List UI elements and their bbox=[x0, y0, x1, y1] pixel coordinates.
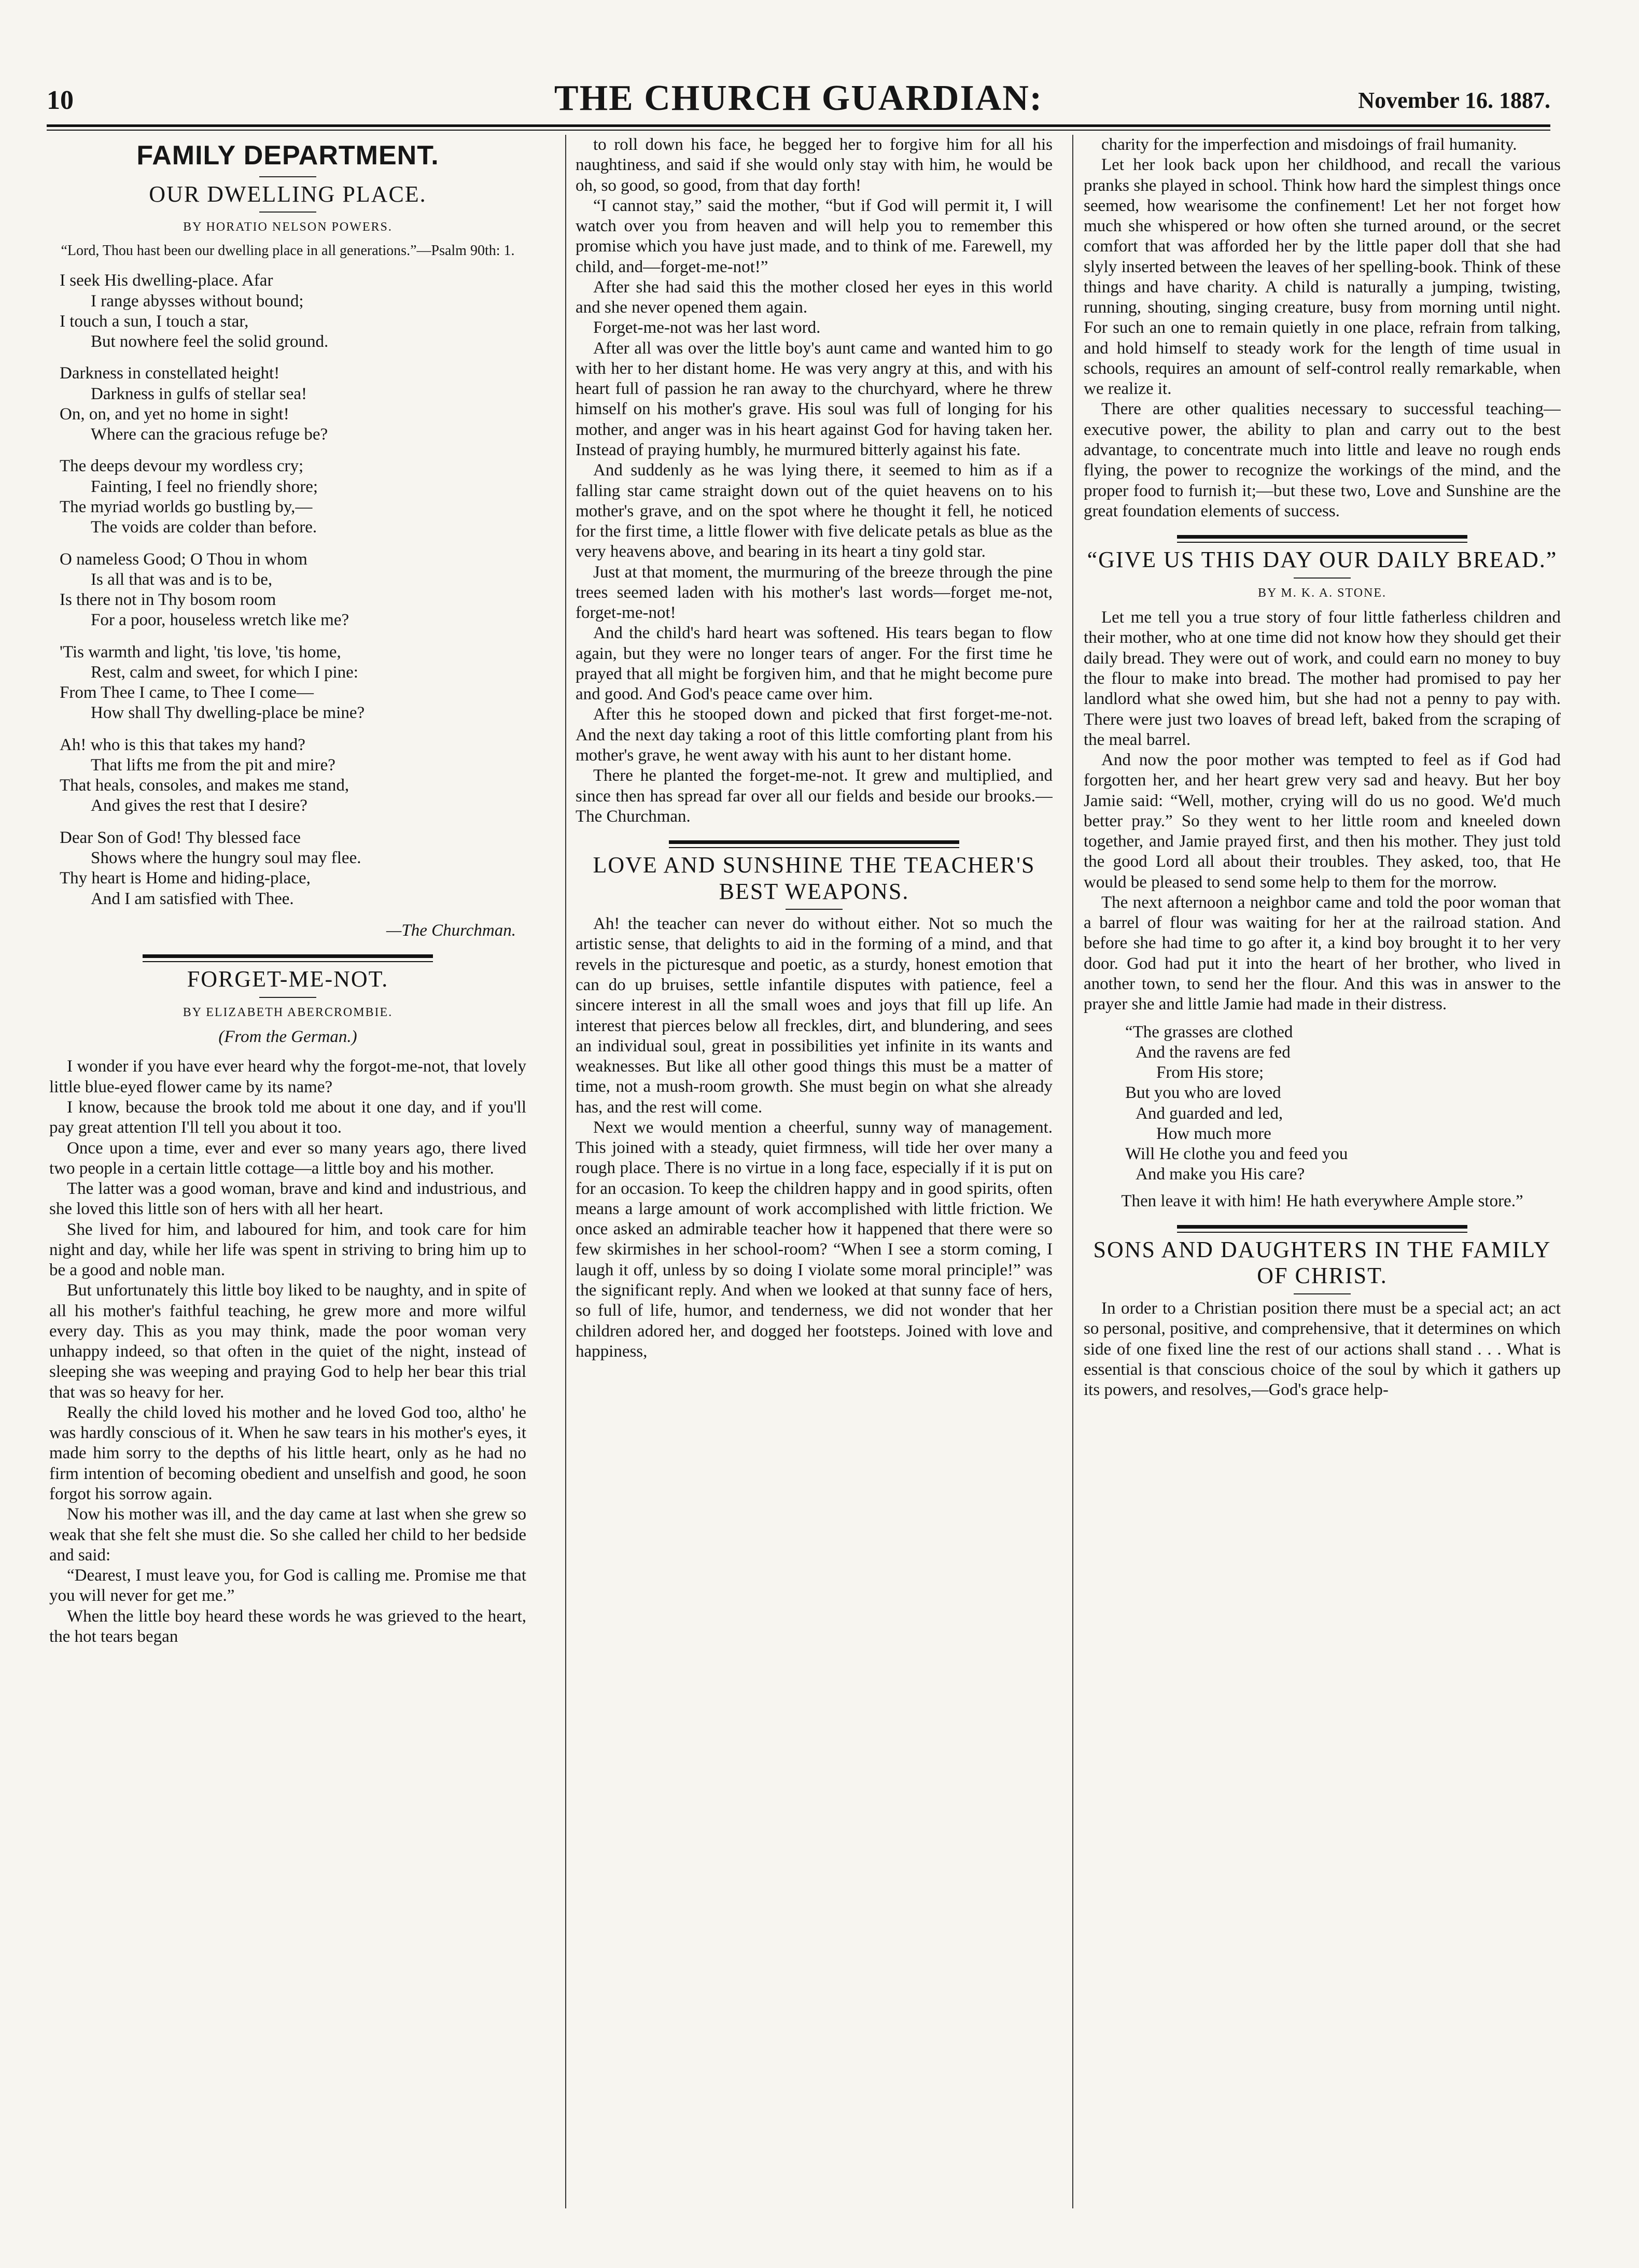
poem-line: Ah! who is this that takes my hand? bbox=[60, 735, 305, 754]
verse-line: And guarded and led, bbox=[1136, 1104, 1283, 1123]
article-byline: BY M. K. A. STONE. bbox=[1257, 586, 1387, 600]
poem-line: Is there not in Thy bosom room bbox=[60, 590, 276, 610]
masthead bbox=[47, 78, 1550, 124]
section-divider bbox=[1177, 535, 1467, 539]
article-paragraph: charity for the imperfection and misdoings of frail humanity. bbox=[1101, 135, 1517, 154]
article-paragraph: I wonder if you have ever heard why the forgot-me-not, that lovely little blue-eyed flower came by its name? bbox=[49, 1057, 526, 1096]
article-paragraph: After all was over the little boy's aunt came and wanted him to go with her to her distant home. He was very angry at this, and with his heart full of passion he ran away to the churchyard, where he threw himself on his mother's grave. His soul was full of longing for his mother, and anger was in his heart against God for having taken her. Instead of praying humbly, he murmured bitterly against his fate. bbox=[576, 339, 1053, 459]
poem-body bbox=[49, 271, 526, 909]
poem-line: I seek His dwelling-place. Afar bbox=[60, 271, 273, 290]
article-paragraph: But unfortunately this little boy liked to be naughty, and in spite of all his mother's faithful teaching, he grew more and more wilful every day. This as you may think, made the poor woman very unhappy indeed, so that often in the quiet of the night, instead of sleeping she was weeping and praying God to help her bear this trial that was so heavy for her. bbox=[49, 1281, 526, 1402]
poem-line: And I am satisfied with Thee. bbox=[91, 889, 294, 908]
poem-line: For a poor, houseless wretch like me? bbox=[91, 611, 349, 630]
article-title: FORGET-ME-NOT. bbox=[187, 966, 389, 992]
column-3 bbox=[1084, 135, 1561, 2208]
page-number: 10 bbox=[47, 86, 74, 115]
article-paragraph: And suddenly as he was lying there, it seemed to him as if a falling star came straight down out of the quiet heavens on to his mother's grave, and on the spot where he thought it fell, he noticed for the first time, a little flower with five delicate petals as blue as the very heavens above, and bearing in its heart a tiny gold star. bbox=[576, 461, 1053, 561]
verse-line: How much more bbox=[1156, 1124, 1271, 1143]
short-rule bbox=[259, 997, 316, 998]
article-paragraph: Let her look back upon her childhood, and recall the various pranks she played in school. Think how hard the simplest things once seemed, how wearisome the confinement! Let her not forget how much she whispered or how often she turned around, or the secret comfort that was afforded her by the little paper doll that she had slyly inserted between the leaves of her spelling-book. Think of these things and have charity. A child is naturally a jumping, twisting, running, shouting, singing creature, busy from morning until night. For such an one to remain quietly in one place, refrain from talking, and hold himself to steady work for the length of time usual in schools, requires an amount of self-control really remarkable, when we realize it. bbox=[1084, 156, 1561, 399]
poem-line: Darkness in gulfs of stellar sea! bbox=[91, 384, 307, 403]
section-divider bbox=[669, 840, 959, 844]
poem-line: The myriad worlds go bustling by,— bbox=[60, 497, 313, 516]
poem-line: Rest, calm and sweet, for which I pine: bbox=[91, 663, 358, 682]
poem-line: Is all that was and is to be, bbox=[91, 570, 273, 589]
poem-title: OUR DWELLING PLACE. bbox=[149, 181, 427, 207]
poem-stanza bbox=[60, 363, 526, 445]
poem-stanza bbox=[60, 271, 526, 352]
short-rule bbox=[259, 176, 316, 177]
poem-line: I range abysses without bound; bbox=[91, 291, 304, 311]
verse-line: And the ravens are fed bbox=[1136, 1043, 1291, 1062]
newspaper-title: THE CHURCH GUARDIAN: bbox=[554, 78, 1043, 118]
article-paragraph: The latter was a good woman, brave and kind and industrious, and she loved this little son of hers with all her heart. bbox=[49, 1179, 526, 1219]
section-divider bbox=[1177, 1225, 1467, 1229]
short-rule bbox=[259, 212, 316, 213]
article-body-continued bbox=[576, 135, 1053, 827]
issue-date: November 16. 1887. bbox=[1358, 88, 1550, 113]
article-paragraph: The next afternoon a neighbor came and told the poor woman that a barrel of flour was waiting for her at the railroad station. And before she had time to go after it, a kind boy brought it to her very door. God had put it into the heart of her brother, who lived in another town, to send her the flour. And this was in answer to the prayer she and little Jamie had made in their distress. bbox=[1084, 893, 1561, 1014]
column-1 bbox=[49, 135, 526, 2208]
verse-line: From His store; bbox=[1156, 1063, 1264, 1082]
article-paragraph: Let me tell you a true story of four little fatherless children and their mother, who at one time did not know how they should get their daily bread. They were out of work, and could earn no money to buy the flour to make into bread. The mother had promised to pay her landlord what she owed him, but she had not a penny to pay with. There were just two loaves of bread left, baked from the scraping of the meal barrel. bbox=[1084, 608, 1561, 749]
article-paragraph: After this he stooped down and picked that first forget-me-not. And the next day taking a root of this little comforting plant from his mother's grave, he went away with his aunt to her distant home. bbox=[576, 705, 1053, 765]
article-byline: BY ELIZABETH ABERCROMBIE. bbox=[183, 1005, 393, 1019]
article-paragraph: I know, because the brook told me about it one day, and if you'll pay great attention I'll tell you about it too. bbox=[49, 1097, 526, 1137]
article-paragraph: to roll down his face, he begged her to forgive him for all his naughtiness, and said if she would only stay with him, he would be oh, so good, so good, from that day forth! bbox=[576, 135, 1053, 195]
poem-line: Thy heart is Home and hiding-place, bbox=[60, 869, 311, 888]
article-title: LOVE AND SUNSHINE THE TEACHER'S BEST WEAPONS. bbox=[593, 852, 1035, 904]
verse-tail: Then leave it with him! He hath everywhere Ample store.” bbox=[1121, 1191, 1523, 1210]
column-2 bbox=[576, 135, 1053, 2208]
article-paragraph: In order to a Christian position there must be a special act; an act so personal, positive, and comprehensive, that it determines on which side of one fixed line the rest of our actions shall stand . . . What is essential is that conscious choice of the soul by which it gathers up its powers, and resolves,—God's grace help- bbox=[1084, 1299, 1561, 1400]
verse-line: But you who are loved bbox=[1125, 1083, 1281, 1103]
poem-line: But nowhere feel the solid ground. bbox=[91, 332, 329, 351]
article-paragraph: After she had said this the mother closed her eyes in this world and she never opened them again. bbox=[576, 277, 1053, 317]
poem-line: Fainting, I feel no friendly shore; bbox=[91, 477, 318, 496]
poem-line: And gives the rest that I desire? bbox=[91, 796, 307, 815]
quoted-verse bbox=[1125, 1022, 1561, 1185]
poem-line: Dear Son of God! Thy blessed face bbox=[60, 828, 301, 847]
verse-line: Will He clothe you and feed you bbox=[1125, 1145, 1348, 1164]
poem-line: I touch a sun, I touch a star, bbox=[60, 312, 249, 331]
article-body bbox=[576, 914, 1053, 1362]
article-paragraph: Forget-me-not was her last word. bbox=[593, 318, 821, 337]
verse-line: “The grasses are clothed bbox=[1125, 1022, 1293, 1041]
masthead-rule-thin bbox=[47, 130, 1550, 131]
poem-source: —The Churchman. bbox=[386, 921, 516, 940]
poem-stanza bbox=[60, 735, 526, 816]
poem-line: O nameless Good; O Thou in whom bbox=[60, 550, 307, 569]
article-paragraph: There are other qualities necessary to successful teaching—executive power, the ability to plan and carry out to the best advantage, to concentrate much into little and leave no rough ends flying, the power to recognize the workings of the mind, and the proper food to furnish it;—but these two, Love and Sunshine are the great foundation elements of success. bbox=[1084, 400, 1561, 520]
poem-line: The deeps devour my wordless cry; bbox=[60, 457, 304, 476]
article-paragraph: Next we would mention a cheerful, sunny way of management. This joined with a steady, quiet firmness, will tide her over many a rough place. There is no virtue in a long face, especially if it is put on for an occasion. To keep the children happy and in good spirits, often means a large amount of work accomplished with little friction. We once asked an admirable teacher how it happened that there were so few skirmishes in her school-room? “When I see a storm coming, I laugh it off, unless by so doing I violate some moral principle!” was the significant reply. And when we looked at that sunny face of hers, so full of life, humor, and tenderness, we did not wonder that her children adored her, and dogged her footsteps. Joined with love and happiness, bbox=[576, 1118, 1053, 1361]
poem-line: Shows where the hungry soul may flee. bbox=[91, 848, 361, 867]
masthead-rule bbox=[47, 124, 1550, 127]
short-rule bbox=[786, 909, 843, 910]
article-body bbox=[49, 1056, 526, 1647]
article-paragraph: And now the poor mother was tempted to feel as if God had forgotten her, and her heart grew very sad and heavy. But her boy Jamie said: “Well, mother, crying will do us no good. We'd much better pray.” So they went to her little room and kneeled down together, and Jamie prayed first, and then his mother. They just told the good Lord all about their troubles. They asked, too, that He would be pleased to send some help to them for the morrow. bbox=[1084, 751, 1561, 892]
poem-line: How shall Thy dwelling-place be mine? bbox=[91, 703, 365, 723]
article-title: SONS AND DAUGHTERS IN THE FAMILY OF CHRIST. bbox=[1093, 1236, 1551, 1289]
article-paragraph: Really the child loved his mother and he loved God too, altho' he was hardly conscious of it. When he saw tears in his mother's eyes, it made him sorry to the depths of his little heart, only as he had no firm intention of becoming obedient and unselfish and good, he soon forgot his sorrow again. bbox=[49, 1403, 526, 1504]
department-heading: FAMILY DEPARTMENT. bbox=[136, 140, 439, 171]
article-paragraph: When the little boy heard these words he was grieved to the heart, the hot tears began bbox=[49, 1607, 526, 1646]
short-rule bbox=[1294, 577, 1351, 579]
column-divider bbox=[565, 135, 566, 2208]
article-paragraph: And the child's hard heart was softened. His tears began to flow again, but they were no longer tears of anger. For the first time he prayed that all might be forgiven him, and that he might become pure and good. And God's peace came over him. bbox=[576, 624, 1053, 704]
article-paragraph: Once upon a time, ever and ever so many years ago, there lived two people in a certain little cottage—a little boy and his mother. bbox=[49, 1138, 526, 1178]
poem-epigraph: “Lord, Thou hast been our dwelling place in all generations.”—Psalm 90th: 1. bbox=[61, 243, 515, 259]
verse-line: And make you His care? bbox=[1136, 1165, 1305, 1184]
article-paragraph: “Dearest, I must leave you, for God is calling me. Promise me that you will never for get me.” bbox=[49, 1566, 526, 1605]
article-paragraph: There he planted the forget-me-not. It grew and multiplied, and since then has spread far over all our fields and beside our brooks.—The Churchman. bbox=[576, 766, 1053, 826]
poem-stanza bbox=[60, 642, 526, 724]
poem-byline: BY HORATIO NELSON POWERS. bbox=[183, 220, 393, 234]
poem-line: From Thee I came, to Thee I come— bbox=[60, 683, 314, 702]
poem-line: That heals, consoles, and makes me stand, bbox=[60, 776, 349, 795]
poem-line: That lifts me from the pit and mire? bbox=[91, 755, 335, 774]
article-body bbox=[1084, 608, 1561, 1015]
article-paragraph: Just at that moment, the murmuring of the breeze through the pine trees seemed laden with his mother's last words—forget me-not, forget-me-not! bbox=[576, 562, 1053, 623]
section-divider bbox=[143, 954, 433, 958]
article-paragraph: Now his mother was ill, and the day came at last when she grew so weak that she felt she must die. So she called her child to her bedside and said: bbox=[49, 1505, 526, 1565]
poem-stanza bbox=[60, 550, 526, 631]
poem-line: Darkness in constellated height! bbox=[60, 364, 280, 383]
article-subtitle: (From the German.) bbox=[218, 1027, 357, 1047]
poem-line: Where can the gracious refuge be? bbox=[91, 425, 328, 444]
poem-line: The voids are colder than before. bbox=[91, 518, 317, 537]
article-title: “GIVE US THIS DAY OUR DAILY BREAD.” bbox=[1087, 547, 1558, 573]
poem-line: 'Tis warmth and light, 'tis love, 'tis home, bbox=[60, 642, 341, 661]
poem-stanza bbox=[60, 456, 526, 538]
article-paragraph: She lived for him, and laboured for him, and took care for him night and day, while her life was spent in striving to bring him up to be a good and noble man. bbox=[49, 1220, 526, 1280]
column-divider bbox=[1072, 135, 1073, 2208]
poem-stanza bbox=[60, 828, 526, 909]
short-rule bbox=[1294, 1293, 1351, 1294]
poem-line: On, on, and yet no home in sight! bbox=[60, 404, 289, 424]
article-paragraph: Ah! the teacher can never do without either. Not so much the artistic sense, that delights to aid in the forming of a mind, and that revels in the picturesque and poetic, as a sturdy, honest emotion that can do up bruises, settle infantile disputes with patience, feel a sincere interest in all the small woes and joys that fill up life. An interest that pierces below all freckles, dirt, and blundering, and sees an individual soul, great in possibilities yet infinite in its wants and weaknesses. But like all other good things this must be a matter of time, not a mush-room growth. She must begin on what she already has, and the rest will come. bbox=[576, 914, 1053, 1117]
article-body-continued bbox=[1084, 135, 1561, 522]
article-paragraph: “I cannot stay,” said the mother, “but if God will permit it, I will watch over you from heaven and will help you to remember this promise which you have just made, and to think of me. Farewell, my child, and—forget-me-not!” bbox=[576, 196, 1053, 276]
